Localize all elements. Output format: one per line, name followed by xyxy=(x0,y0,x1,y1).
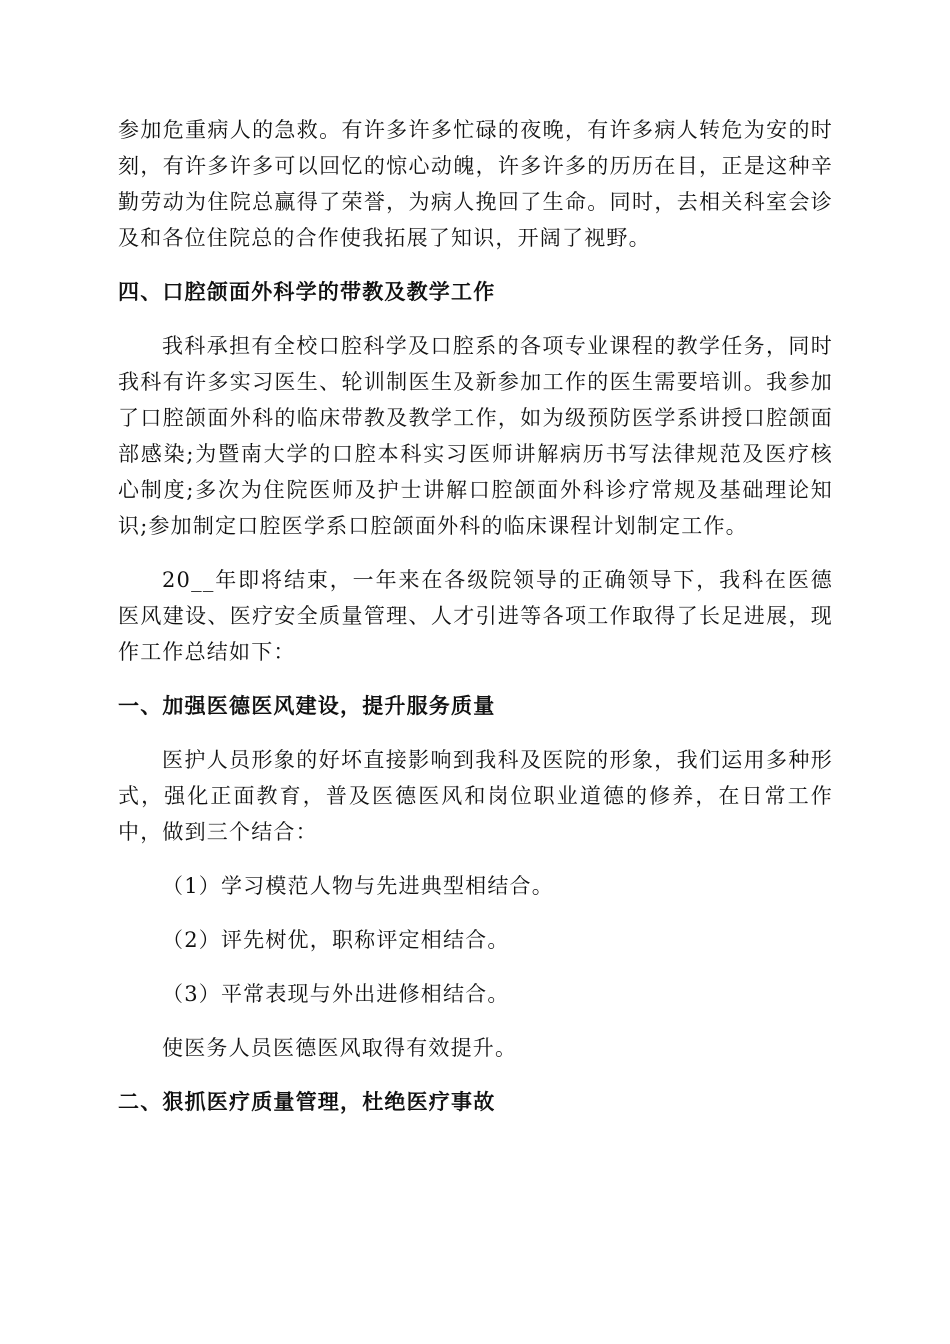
list-item-2: （2）评先树优，职称评定相结合。 xyxy=(162,928,510,952)
section-heading-teaching: 四、口腔颌面外科学的带教及教学工作 xyxy=(118,280,496,304)
document-body xyxy=(118,112,833,1138)
paragraph-ethics-result: 使医务人员医德医风取得有效提升。 xyxy=(162,1036,518,1060)
list-item-3: （3）平常表现与外出进修相结合。 xyxy=(162,982,510,1006)
section-heading-quality: 二、狠抓医疗质量管理，杜绝医疗事故 xyxy=(118,1090,496,1114)
paragraph-teaching: 我科承担有全校口腔科学及口腔系的各项专业课程的教学任务，同时我科有许多实习医生、轮训制医生及新参加工作的医生需要培训。我参加了口腔颌面外科的临床带教及教学工作，如为级预防医学系讲授口腔颌面部感染;为暨南大学的口腔本科实习医师讲解病历书写法律规范及医疗核心制度;多次为住院医师及护士讲解口腔颌面外科诊疗常规及基础理论知识;参加制定口腔医学系口腔颌面外科的临床课程计划制定工作。 xyxy=(118,334,833,538)
list-item-1: （1）学习模范人物与先进典型相结合。 xyxy=(162,874,554,898)
paragraph-ethics: 医护人员形象的好坏直接影响到我科及医院的形象，我们运用多种形式，强化正面教育，普及医德医风和岗位职业道德的修养，在日常工作中，做到三个结合： xyxy=(118,748,833,844)
paragraph-year-summary-intro: 20__年即将结束，一年来在各级院领导的正确领导下，我科在医德医风建设、医疗安全质量管理、人才引进等各项工作取得了长足进展，现作工作总结如下： xyxy=(118,568,833,664)
paragraph-emergency-work: 参加危重病人的急救。有许多许多忙碌的夜晚，有许多病人转危为安的时刻，有许多许多可以回忆的惊心动魄，许多许多的历历在目，正是这种辛勤劳动为住院总赢得了荣誉，为病人挽回了生命。同时，去相关科室会诊及和各位住院总的合作使我拓展了知识，开阔了视野。 xyxy=(118,118,833,250)
section-heading-ethics: 一、加强医德医风建设，提升服务质量 xyxy=(118,694,496,718)
